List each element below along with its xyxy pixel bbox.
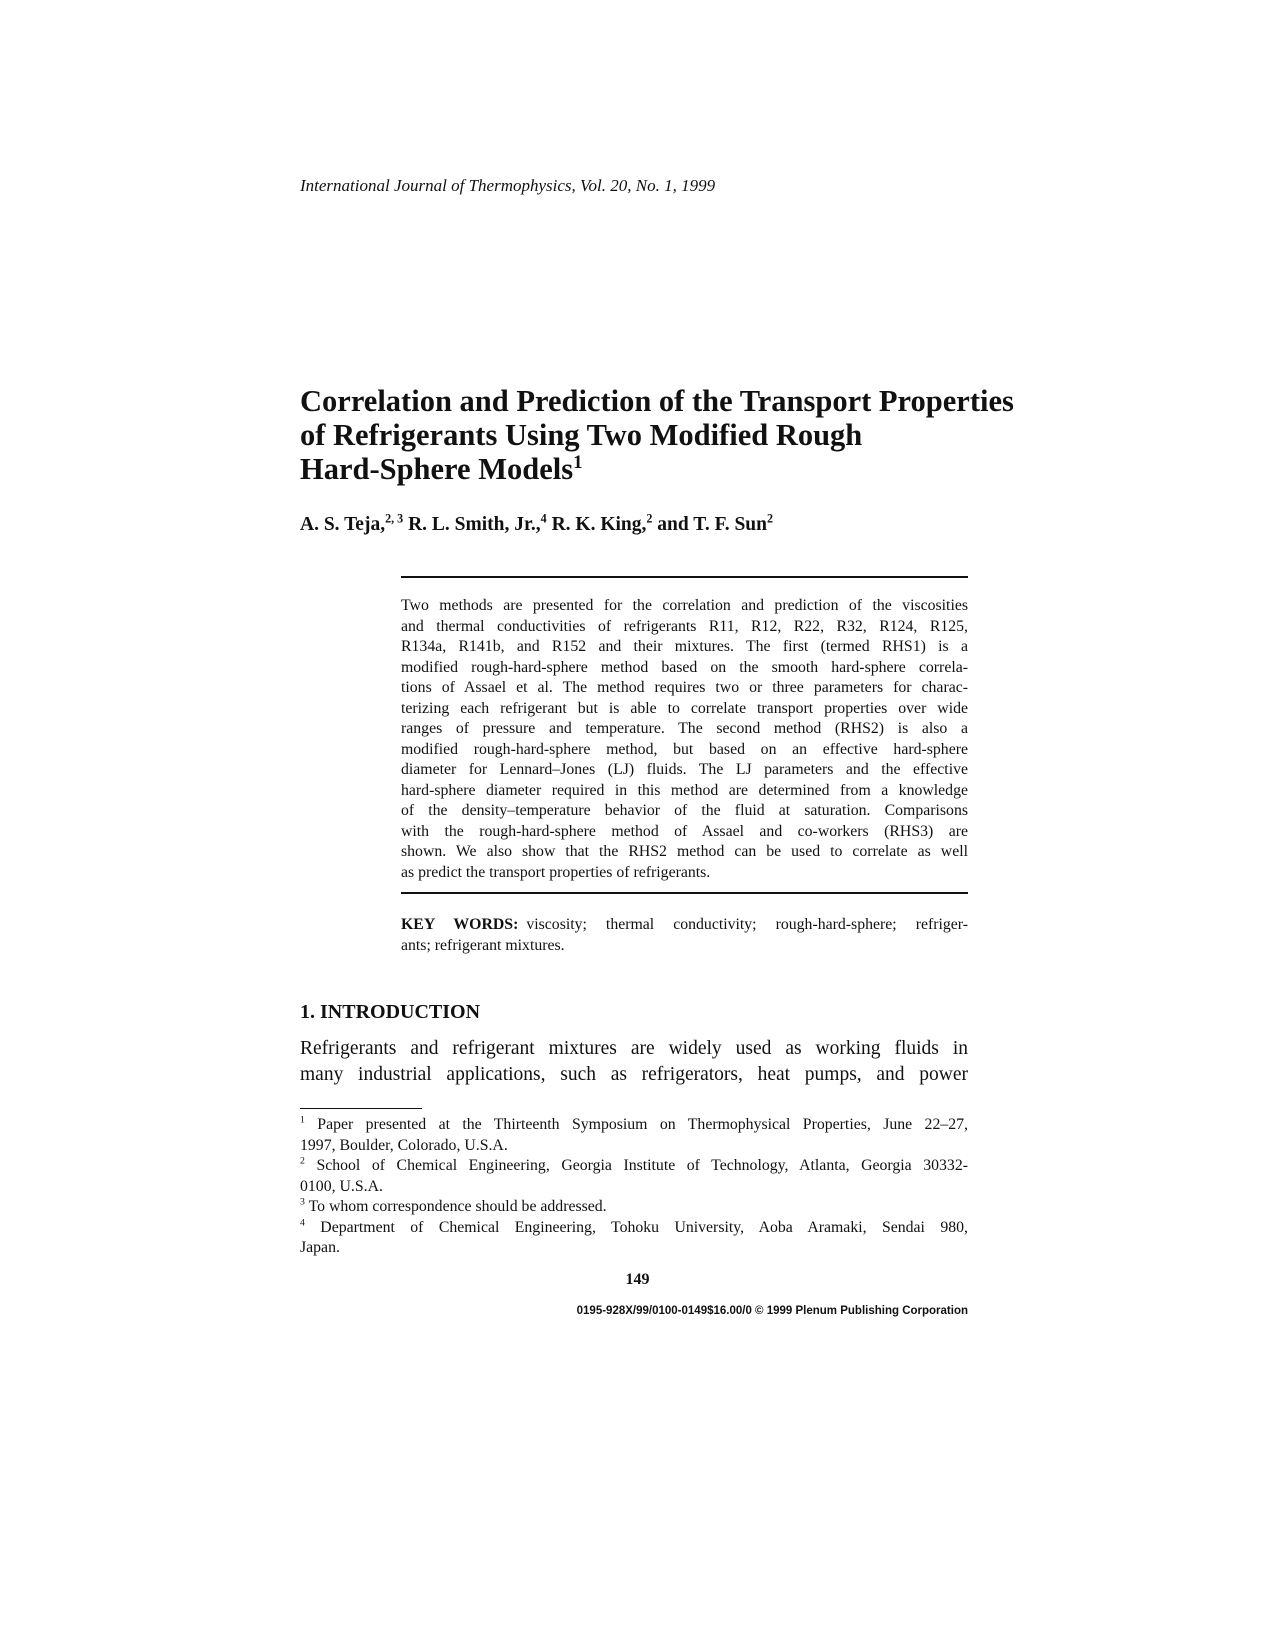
keywords-label: KEY WORDS: — [401, 916, 519, 933]
author-affiliation-mark: 2, 3 — [385, 511, 404, 526]
abstract-line: of the density–temperature behavior of the fluid at saturation. Comparisons — [401, 802, 968, 819]
abstract-line: Two methods are presented for the correlation and prediction of the viscosities — [401, 597, 968, 614]
footnote-text: Paper presented at the Thirteenth Symposium on Thermophysical Properties, June 22–27, — [317, 1116, 968, 1133]
abstract-top-rule — [401, 576, 968, 578]
footnote-2 — [300, 1156, 968, 1197]
author-name: and T. F. Sun — [657, 514, 767, 535]
author-affiliation-mark: 2 — [766, 511, 774, 526]
footnote-rule — [300, 1108, 422, 1109]
abstract-line: with the rough-hard-sphere method of Assael and co-workers (RHS3) are — [401, 822, 968, 840]
footnote-text: Department of Chemical Engineering, Tohoku University, Aoba Aramaki, Sendai 980, — [320, 1218, 968, 1236]
abstract-line: ranges of pressure and temperature. The second method (RHS2) is also a — [401, 720, 968, 737]
body-text — [300, 1036, 968, 1088]
copyright-line: 0195-928X/99/0100-0149$16.00/0 © 1999 Plenum Publishing Corporation — [576, 1305, 968, 1317]
footnote-3 — [300, 1197, 968, 1218]
section-heading: 1. INTRODUCTION — [300, 1001, 481, 1023]
abstract-bottom-rule — [401, 892, 968, 894]
footnote-mark: 3 — [300, 1196, 305, 1208]
footnote-line: Japan. — [300, 1239, 340, 1256]
keywords — [401, 915, 968, 956]
title-line-1: Correlation and Prediction of the Transport Properties — [300, 384, 1014, 418]
abstract-line: modified rough-hard-sphere method based on the smooth hard-sphere correla- — [401, 658, 968, 676]
abstract-line: tions of Assael et al. The method requires two or three parameters for charac- — [401, 679, 968, 696]
footnote-1 — [300, 1115, 968, 1156]
abstract-line: as predict the transport properties of refrigerants. — [401, 863, 711, 881]
abstract-line: R134a, R141b, and R152 and their mixtures. The first (termed RHS1) is a — [401, 638, 968, 655]
title-line-3 — [300, 452, 970, 486]
footnote-line — [300, 1114, 968, 1136]
footnote-text: To whom correspondence should be addressed. — [308, 1198, 607, 1215]
journal-header: International Journal of Thermophysics, Vol. 20, No. 1, 1999 — [300, 176, 716, 195]
footnote-4 — [300, 1218, 968, 1259]
abstract-line: terizing each refrigerant but is able to correlate transport properties over wide — [401, 699, 968, 717]
keywords-line-1 — [401, 915, 968, 936]
footnote-line — [300, 1196, 968, 1218]
footnote-mark: 4 — [300, 1217, 305, 1229]
abstract — [401, 596, 968, 883]
paper-title — [300, 384, 1014, 486]
author-name: A. S. Teja, — [300, 514, 386, 535]
title-line-3-text: Hard-Sphere Models — [300, 452, 574, 486]
author-affiliation-mark: 4 — [540, 511, 547, 526]
abstract-line: modified rough-hard-sphere method, but based on an effective hard-sphere — [401, 740, 968, 758]
footnote-line — [300, 1217, 968, 1239]
author-list — [300, 511, 774, 536]
author-name: R. L. Smith, Jr., — [408, 514, 541, 535]
abstract-line: shown. We also show that the RHS2 method can be used to correlate as well — [401, 843, 968, 860]
footnotes — [300, 1115, 968, 1259]
author-name: R. K. King, — [551, 514, 647, 535]
keywords-text: viscosity; thermal conductivity; rough-hard-sphere; refriger- — [526, 916, 968, 933]
keywords-line-2: ants; refrigerant mixtures. — [401, 936, 565, 954]
footnote-mark: 1 — [300, 1114, 305, 1126]
footnote-mark: 2 — [300, 1155, 305, 1167]
abstract-line: and thermal conductivities of refrigerants R11, R12, R22, R32, R124, R125, — [401, 617, 968, 635]
footnote-line: 0100, U.S.A. — [300, 1177, 383, 1195]
footnote-line — [300, 1155, 968, 1177]
page-number: 149 — [625, 1271, 650, 1288]
abstract-line: hard-sphere diameter required in this method are determined from a knowledge — [401, 781, 968, 799]
author-affiliation-mark: 2 — [646, 511, 653, 526]
body-line: many industrial applications, such as refrigerators, heat pumps, and power — [300, 1064, 968, 1085]
footnote-line: 1997, Boulder, Colorado, U.S.A. — [300, 1136, 508, 1154]
body-line: Refrigerants and refrigerant mixtures are widely used as working fluids in — [300, 1038, 968, 1059]
abstract-line: diameter for Lennard–Jones (LJ) fluids. The LJ parameters and the effective — [401, 761, 968, 778]
title-line-2: of Refrigerants Using Two Modified Rough — [300, 418, 863, 452]
footnote-text: School of Chemical Engineering, Georgia Institute of Technology, Atlanta, Georgia 30332- — [316, 1157, 968, 1174]
title-footnote-mark: 1 — [573, 451, 583, 473]
